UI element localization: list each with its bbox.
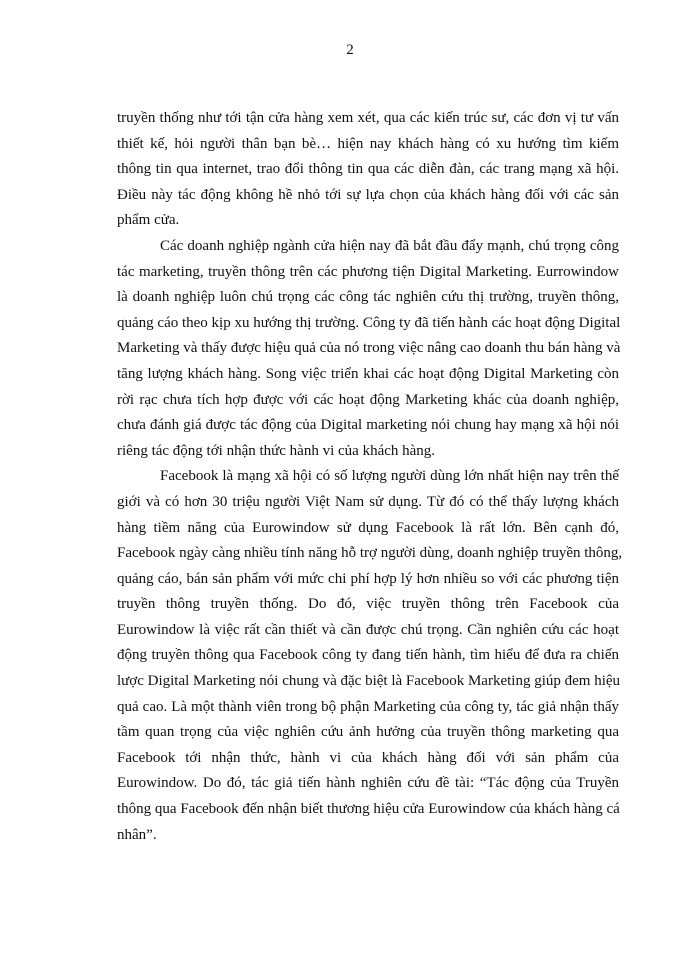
text-line: Eurowindow là việc rất cần thiết và cần được chú trọng. Cần nghiên cứu các hoạt [117, 621, 619, 638]
text-line: Marketing và thấy được hiệu quả của nó trong việc nâng cao doanh thu bán hàng và [117, 340, 621, 357]
text-line: giới và có hơn 30 triệu người Việt Nam sử dụng. Từ đó có thể thấy lượng khách [117, 493, 619, 510]
paragraph-2 [117, 234, 619, 464]
text-line: tăng lượng khách hàng. Song việc triển khai các hoạt động Digital Marketing còn [117, 365, 619, 382]
text-line: truyền thông truyền thống. Do đó, việc truyền thông trên Facebook của [117, 596, 619, 613]
text-line: truyền thống như tới tận cửa hàng xem xét, qua các kiến trúc sư, các đơn vị tư vấn [117, 110, 619, 126]
text-line: thiết kế, hỏi người thân bạn bè… hiện nay khách hàng có xu hướng tìm kiếm [117, 135, 619, 152]
text-line: hàng tiềm năng của Eurowindow sử dụng Facebook là rất lớn. Bên cạnh đó, [117, 519, 619, 536]
text-line: nhân”. [117, 826, 157, 843]
paragraph-3 [117, 464, 623, 848]
text-line: tầm quan trọng của việc nghiên cứu ảnh hưởng của truyền thông marketing qua [117, 724, 619, 741]
page-number: 2 [346, 42, 354, 58]
body-text [117, 106, 623, 848]
text-line: thông qua Facebook đến nhận biết thương hiệu cửa Eurowindow của khách hàng cá [117, 801, 620, 818]
text-line: Các doanh nghiệp ngành cửa hiện nay đã bắt đầu đẩy mạnh, chú trọng công [160, 237, 619, 254]
paragraph-1 [117, 106, 619, 234]
text-line: thông tin qua internet, trao đổi thông tin qua các diễn đàn, các trang mạng xã hội. [117, 161, 619, 178]
text-line: riêng tác động tới nhận thức hành vi của khách hàng. [117, 442, 436, 459]
text-line: Facebook ngày càng nhiều tính năng hỗ trợ người dùng, doanh nghiệp truyền thông, [117, 545, 623, 562]
text-line: Facebook là mạng xã hội có số lượng người dùng lớn nhất hiện nay trên thế [160, 468, 619, 485]
text-line: rời rạc chưa tích hợp được với các hoạt động Marketing khác của doanh nghiệp, [117, 391, 619, 408]
text-line: quả cao. Là một thành viên trong bộ phận Marketing của công ty, tác giả nhận thấy [117, 698, 619, 715]
text-line: Eurowindow. Do đó, tác giả tiến hành nghiên cứu đề tài: “Tác động của Truyền [117, 775, 619, 792]
text-line: Facebook tới nhận thức, hành vi của khách hàng đối với sản phẩm của [117, 749, 619, 766]
text-line: quảng cáo theo kịp xu hướng thị trường. Công ty đã tiến hành các hoạt động Digital [117, 314, 621, 331]
text-line: động truyền thông qua Facebook công ty đang tiến hành, tìm hiểu để đưa ra chiến [117, 647, 619, 664]
text-line: Điều này tác động không hề nhỏ tới sự lựa chọn của khách hàng đối với các sản [117, 186, 619, 203]
text-line: lược Digital Marketing nói chung và đặc biệt là Facebook Marketing giúp đem hiệu [117, 673, 621, 690]
text-line: phẩm cửa. [117, 212, 180, 229]
text-line: tác marketing, truyền thông trên các phương tiện Digital Marketing. Eurrowindow [117, 263, 619, 280]
text-line: chưa đánh giá được tác động của Digital marketing nói chung hay mạng xã hội nói [117, 417, 619, 434]
text-line: là doanh nghiệp luôn chú trọng các công tác nghiên cứu thị trường, truyền thông, [117, 289, 619, 306]
text-line: quảng cáo, bán sản phẩm với mức chi phí hợp lý hơn nhiều so với các phương tiện [117, 570, 619, 587]
